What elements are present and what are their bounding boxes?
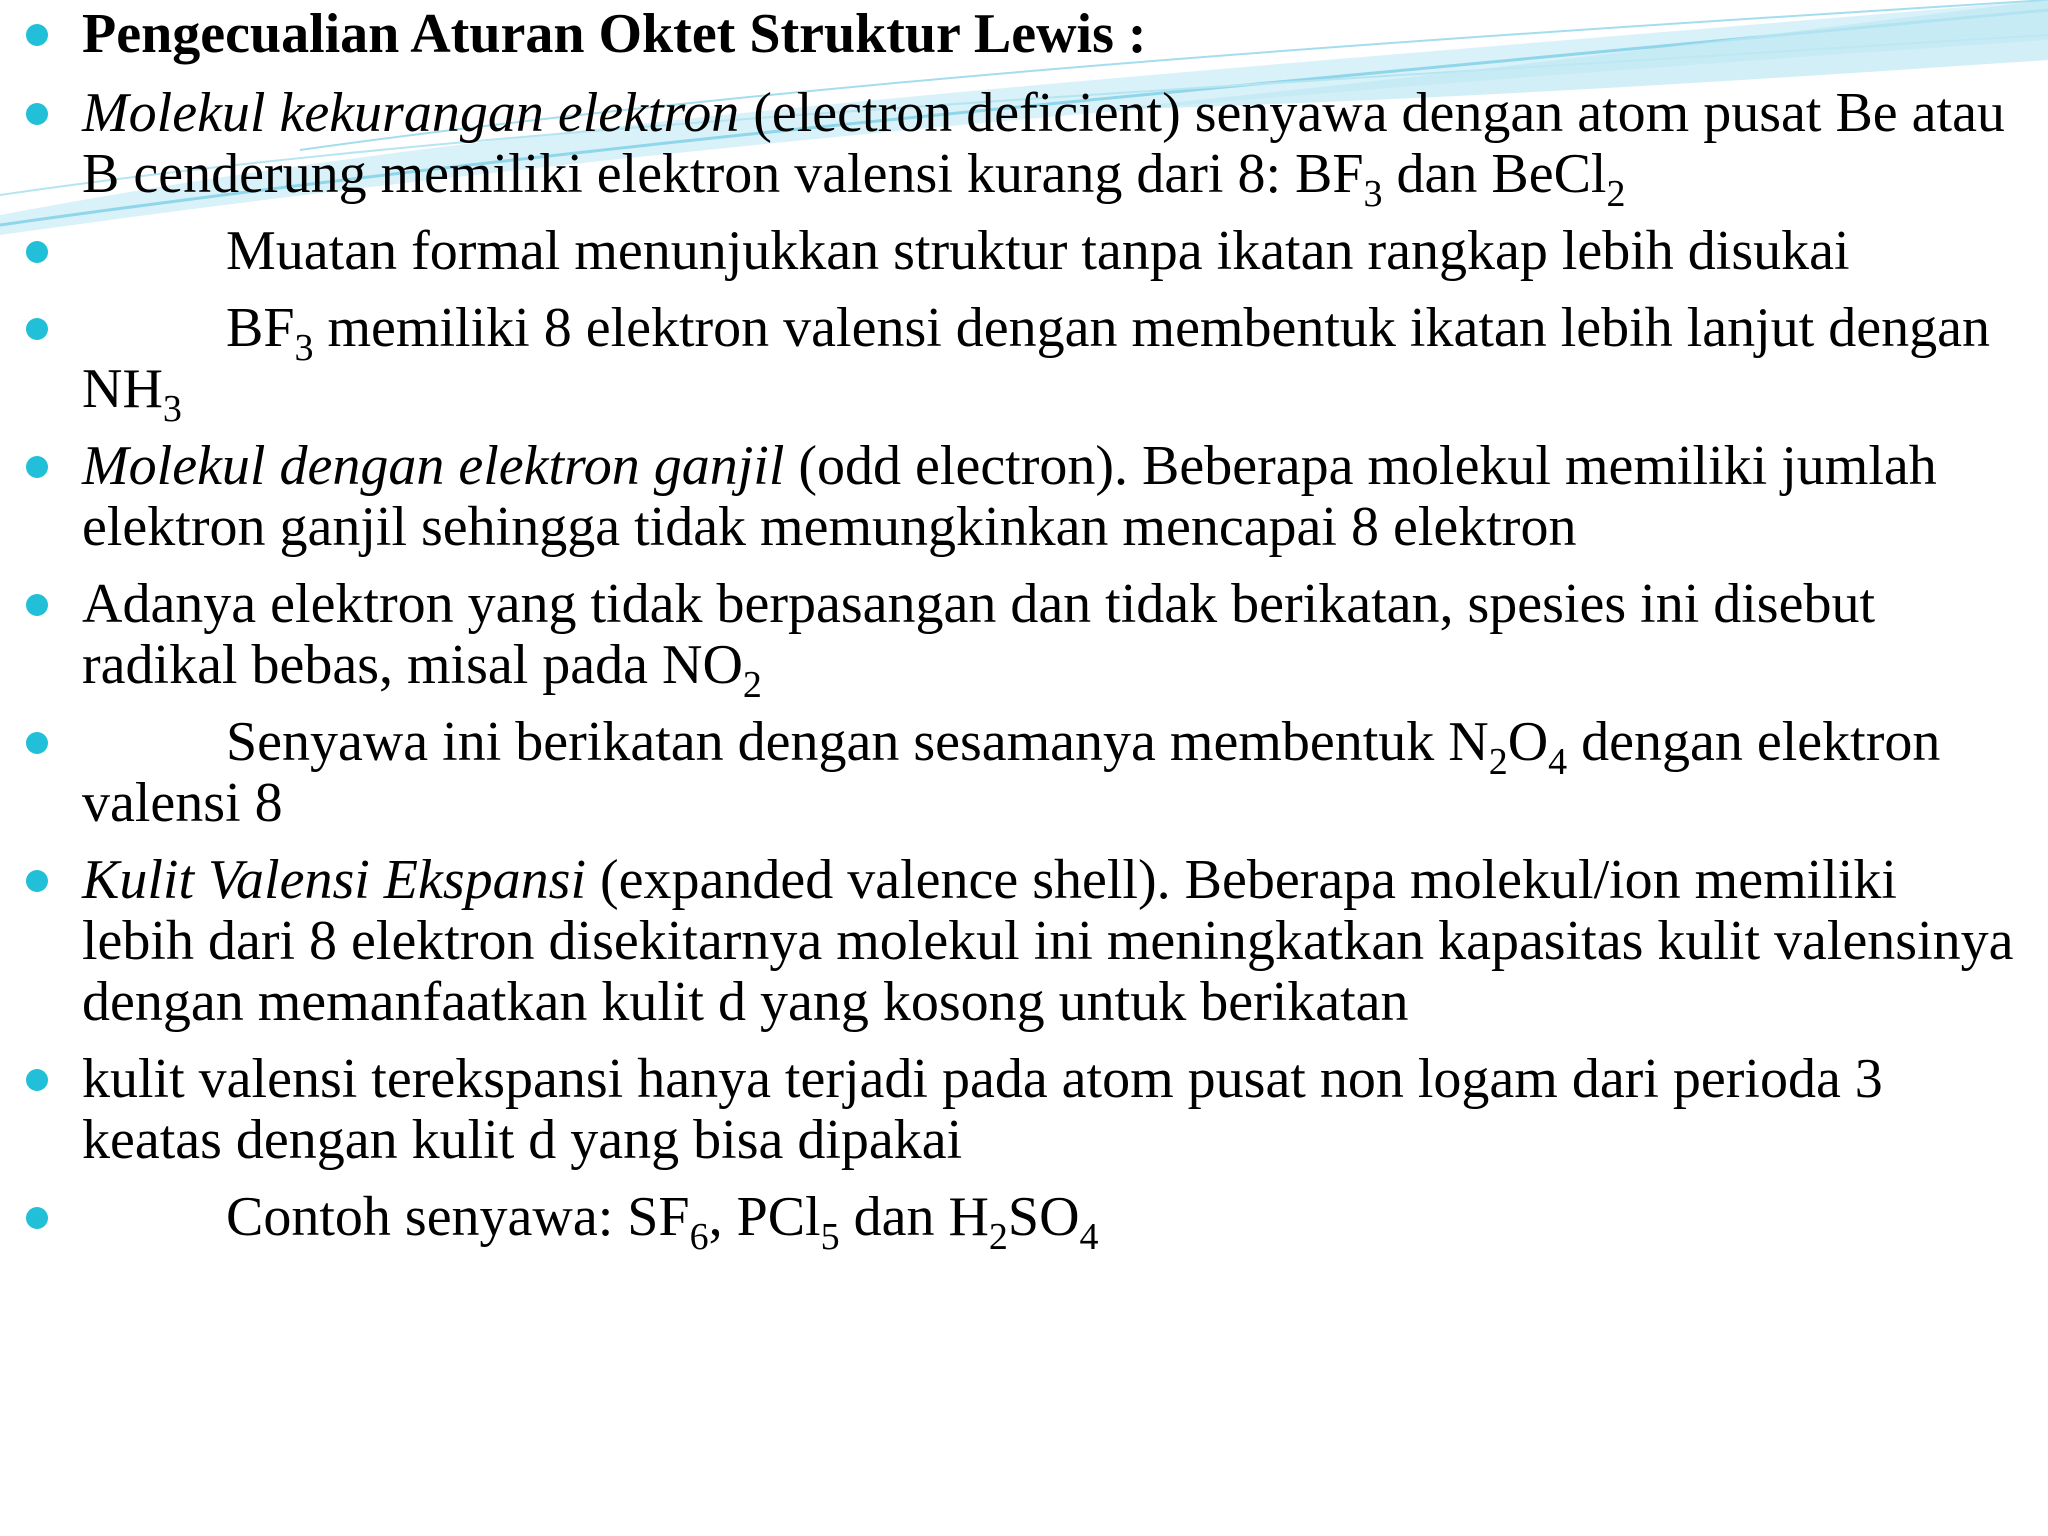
bullet-odd-electron: Molekul dengan elektron ganjil (odd electron). Beberapa molekul memiliki jumlah elektron ganjil sehingga tidak memungkinkan mencapai 8 elektron — [0, 436, 2048, 558]
bullet-free-radical: Adanya elektron yang tidak berpasangan dan tidak berikatan, spesies ini disebut radikal bebas, misal pada $NO_2$ — [0, 574, 2048, 696]
bullet-dot — [26, 870, 48, 892]
bullet-examples: Contoh senyawa: $SF_6$, PCl$_5$ dan $H_2SO_4$ — [0, 1187, 2048, 1248]
bullet-dot — [26, 594, 48, 616]
bullet-dot — [26, 1069, 48, 1091]
bullet-dot — [26, 24, 48, 46]
bullet-list — [0, 4, 2048, 1264]
bullet-dot — [26, 732, 48, 754]
bullet-formal-charge: Muatan formal menunjukkan struktur tanpa ikatan rangkap lebih disukai — [0, 221, 2048, 282]
bullet-bf3-nh3: $BF_3$ memiliki 8 elektron valensi dengan membentuk ikatan lebih lanjut dengan $NH_3$ — [0, 298, 2048, 420]
bullet-electron-deficient: Molekul kekurangan elektron (electron deficient) senyawa dengan atom pusat Be atau B cenderung memiliki elektron valensi kurang dari 8: $BF_3$ dan BeCl$_2$ — [0, 83, 2048, 205]
bullet-n2o4: Senyawa ini berikatan dengan sesamanya membentuk $N_2O_4$ dengan elektron valensi 8 — [0, 712, 2048, 834]
slide-title: Pengecualian Aturan Oktet Struktur Lewis : — [0, 4, 2048, 65]
bullet-dot — [26, 241, 48, 263]
bullet-dot — [26, 318, 48, 340]
bullet-dot — [26, 456, 48, 478]
bullet-dot — [26, 1207, 48, 1229]
bullet-expanded-valence: Kulit Valensi Ekspansi (expanded valence shell). Beberapa molekul/ion memiliki lebih dari 8 elektron disekitarnya molekul ini meningkatkan kapasitas kulit valensinya dengan memanfaatkan kulit d yang kosong untuk berikatan — [0, 850, 2048, 1033]
bullet-period-3: kulit valensi terekspansi hanya terjadi pada atom pusat non logam dari perioda 3 keatas dengan kulit d yang bisa dipakai — [0, 1049, 2048, 1171]
bullet-dot — [26, 103, 48, 125]
